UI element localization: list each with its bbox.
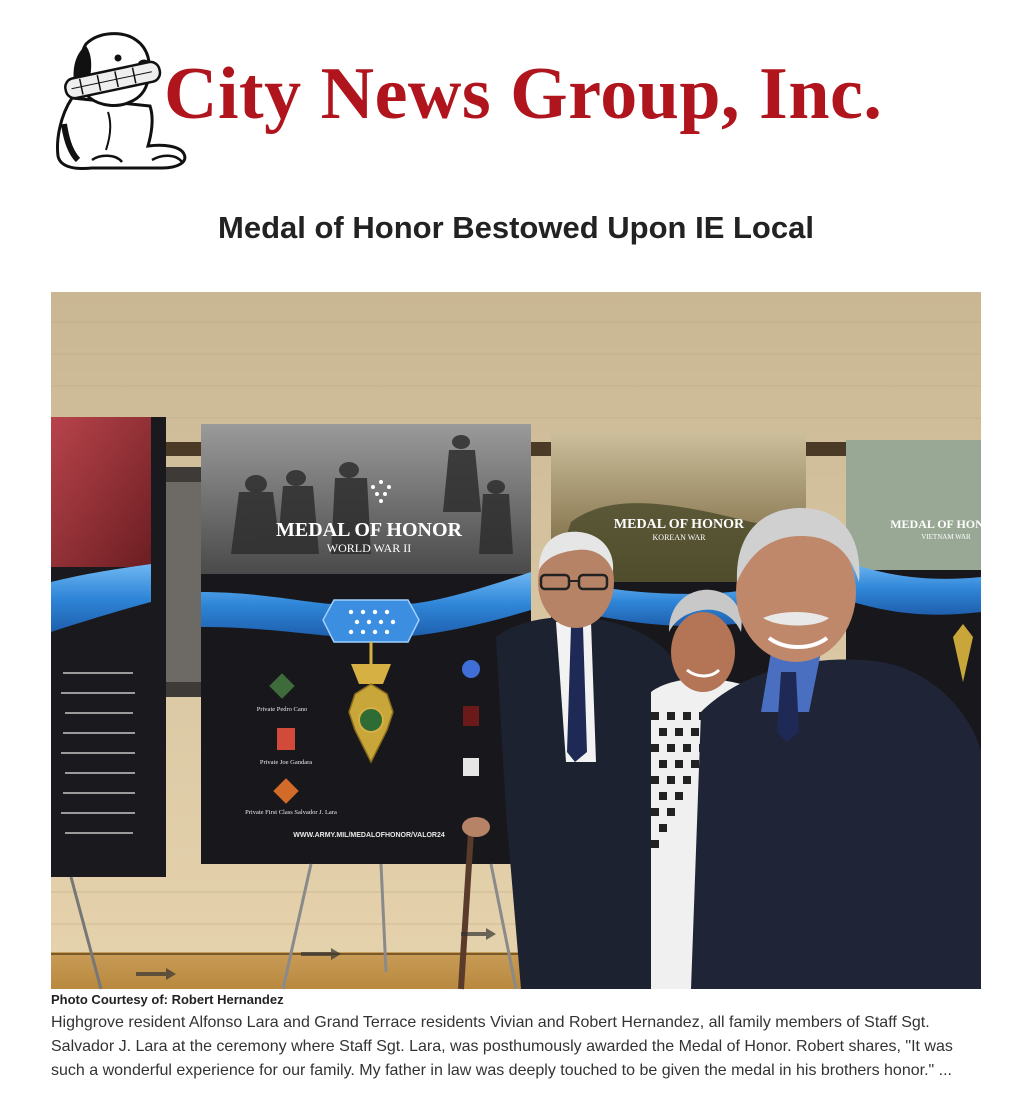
masthead — [52, 28, 982, 174]
wwii-poster-subtitle: WORLD WAR II — [326, 541, 412, 555]
wwii-url: WWW.ARMY.MIL/MEDALOFHONOR/VALOR24 — [293, 832, 445, 839]
korean-poster-title: MEDAL OF HONOR — [613, 517, 745, 532]
vietnam-poster-subtitle: VIETNAM WAR — [921, 533, 971, 541]
masthead-title[interactable]: City News Group, Inc. — [164, 53, 883, 135]
wwii-name-1: Private Pedro Cano — [256, 706, 308, 713]
vietnam-poster-title: MEDAL OF HONOR — [890, 517, 1002, 531]
korean-poster-subtitle: KOREAN WAR — [652, 533, 706, 542]
wwii-name-2: Private Joe Gandara — [259, 759, 313, 766]
ceremony-photo — [51, 292, 1002, 989]
photo-credit: Photo Courtesy of: Robert Hernandez — [51, 992, 284, 1007]
wwii-poster-title: MEDAL OF HONOR — [276, 519, 462, 541]
wwii-name-3: Private First Class Salvador J. Lara — [245, 809, 337, 816]
photo-caption: Highgrove resident Alfonso Lara and Grand Terrace residents Vivian and Robert Hernandez, all family members of Staff Sgt. Salvador J. Lara at the ceremony where Staff Sgt. Lara, was posthumously awarded the Medal of Honor. Robert shares, "It was such a wonderful experience for our family. My father in law was deeply touched to be given the medal in his brothers honor." ... — [51, 1014, 953, 1079]
article-title: Medal of Honor Bestowed Upon IE Local — [218, 210, 814, 245]
